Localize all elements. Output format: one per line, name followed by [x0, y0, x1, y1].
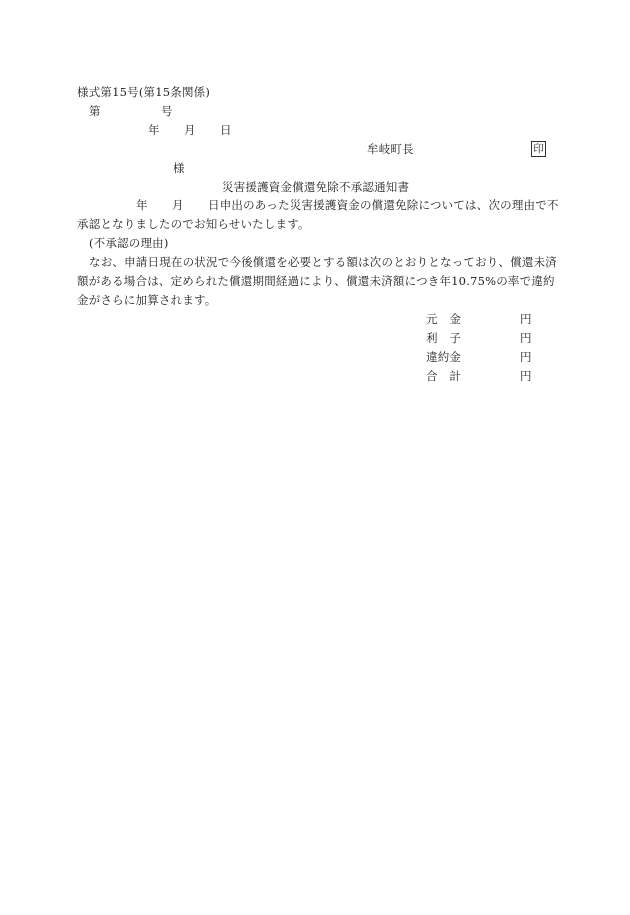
amount-unit-interest: 円: [520, 331, 532, 345]
amount-label-interest: 利 子: [426, 331, 462, 345]
amount-label-principal: 元 金: [426, 312, 462, 326]
number-prefix: 第: [89, 104, 101, 118]
intro-line-1: 日申出のあった災害援護資金の償還免除については、次の理由で不: [208, 198, 559, 212]
reason-heading: (不承認の理由): [89, 236, 169, 250]
seal-mark: 印: [531, 141, 546, 157]
amount-unit-total: 円: [520, 369, 532, 383]
intro-year: 年: [136, 198, 148, 212]
date-day: 日: [220, 123, 232, 137]
form-label: 様式第15号(第15条関係): [77, 85, 211, 99]
amount-label-total: 合 計: [426, 369, 462, 383]
document-title: 災害援護資金償還免除不承認通知書: [222, 180, 410, 194]
amount-label-penalty: 違約金: [426, 350, 462, 364]
note-line-2: 額がある場合は、定められた償還期間経過により、償還未済額につき年10.75%の率で違約: [77, 274, 555, 288]
amount-unit-penalty: 円: [520, 350, 532, 364]
issuer-name: 牟岐町長: [367, 142, 414, 156]
intro-month: 月: [172, 198, 184, 212]
recipient-suffix: 様: [173, 161, 185, 175]
amount-unit-principal: 円: [520, 312, 532, 326]
date-year: 年: [148, 123, 160, 137]
intro-line-2: 承認となりましたのでお知らせいたします。: [77, 217, 310, 231]
number-suffix: 号: [161, 104, 173, 118]
note-line-3: 金がさらに加算されます。: [77, 293, 217, 307]
note-line-1: なお、申請日現在の状況で今後償還を必要とする額は次のとおりとなっており、償還未済: [89, 255, 557, 269]
date-month: 月: [184, 123, 196, 137]
